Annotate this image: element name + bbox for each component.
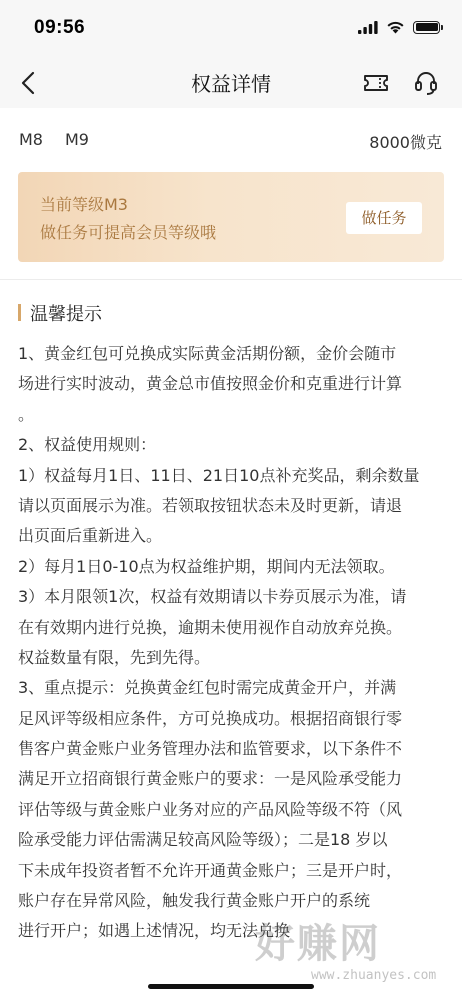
page-title: 权益详情	[191, 72, 271, 96]
membership-level-card	[18, 172, 444, 262]
tips-title: 温馨提示	[30, 304, 102, 325]
watermark-url: www.zhuanyes.com	[311, 968, 437, 983]
customer-service-icon[interactable]	[412, 69, 440, 97]
nav-bar	[0, 58, 462, 108]
tips-line: 请以页面展示为准。若领取按钮状态未及时更新，请退	[18, 495, 403, 515]
tips-line: 评估等级与黄金账户业务对应的产品风险等级不符（风	[18, 799, 403, 819]
do-task-button[interactable]: 做任务	[346, 202, 422, 234]
level-row	[0, 126, 462, 154]
tips-line: 满足开立招商银行黄金账户的要求：一是风险承受能力	[18, 769, 403, 789]
tips-line: 下未成年投资者暂不允许开通黄金账户；三是开户时，	[18, 860, 403, 880]
wifi-icon	[386, 20, 405, 34]
tips-line: 险承受能力评估需满足较高风险等级）；二是18 岁以	[18, 830, 388, 850]
home-indicator[interactable]	[148, 984, 314, 989]
tips-line: 权益数量有限，先到先得。	[18, 647, 211, 667]
current-level-text: 当前等级M3	[40, 195, 128, 214]
tips-line: 进行开户；如遇上述情况，均无法兑换	[18, 921, 291, 941]
gold-weight-value: 8000微克	[369, 133, 442, 152]
battery-icon	[413, 21, 440, 34]
signal-icon	[358, 21, 378, 34]
tips-line: 3、重点提示：兑换黄金红包时需完成黄金开户，并满	[18, 678, 397, 698]
status-time: 09:56	[34, 17, 86, 38]
tips-line: 。	[18, 404, 35, 424]
tips-line: 2、权益使用规则：	[18, 435, 157, 455]
tips-line: 场进行实时波动，黄金总市值按照金价和克重进行计算	[18, 374, 403, 394]
status-icons	[358, 20, 440, 34]
level-label-m9: M9	[65, 130, 89, 149]
tips-line: 出页面后重新进入。	[18, 526, 163, 546]
tips-line: 3）本月限领1次，权益有效期请以卡券页展示为准，请	[18, 587, 407, 607]
tips-line: 2）每月1日0-10点为权益维护期，期间内无法领取。	[18, 556, 395, 576]
tips-line: 1、黄金红包可兑换成实际黄金活期份额，金价会随市	[18, 344, 397, 363]
watermark-logo-text: 好赚网	[255, 921, 381, 967]
ticket-icon[interactable]	[362, 70, 390, 96]
tips-line: 账户存在异常风险，触发我行黄金账户开户的系统	[18, 891, 371, 911]
tips-line: 足风评等级相应条件，方可兑换成功。根据招商银行零	[18, 708, 403, 728]
tips-content	[18, 339, 444, 947]
upgrade-hint-text: 做任务可提高会员等级哦	[40, 223, 217, 242]
status-bar	[0, 0, 462, 58]
tips-line: 售客户黄金账户业务管理办法和监管要求，以下条件不	[18, 739, 403, 759]
section-divider	[0, 279, 462, 280]
tips-line: 1）权益每月1日、11日、21日10点补充奖品，剩余数量	[18, 465, 420, 485]
tips-accent-bar	[18, 304, 21, 321]
level-label-m8: M8	[19, 130, 43, 149]
tips-line: 在有效期内进行兑换，逾期未使用视作自动放弃兑换。	[18, 617, 403, 637]
